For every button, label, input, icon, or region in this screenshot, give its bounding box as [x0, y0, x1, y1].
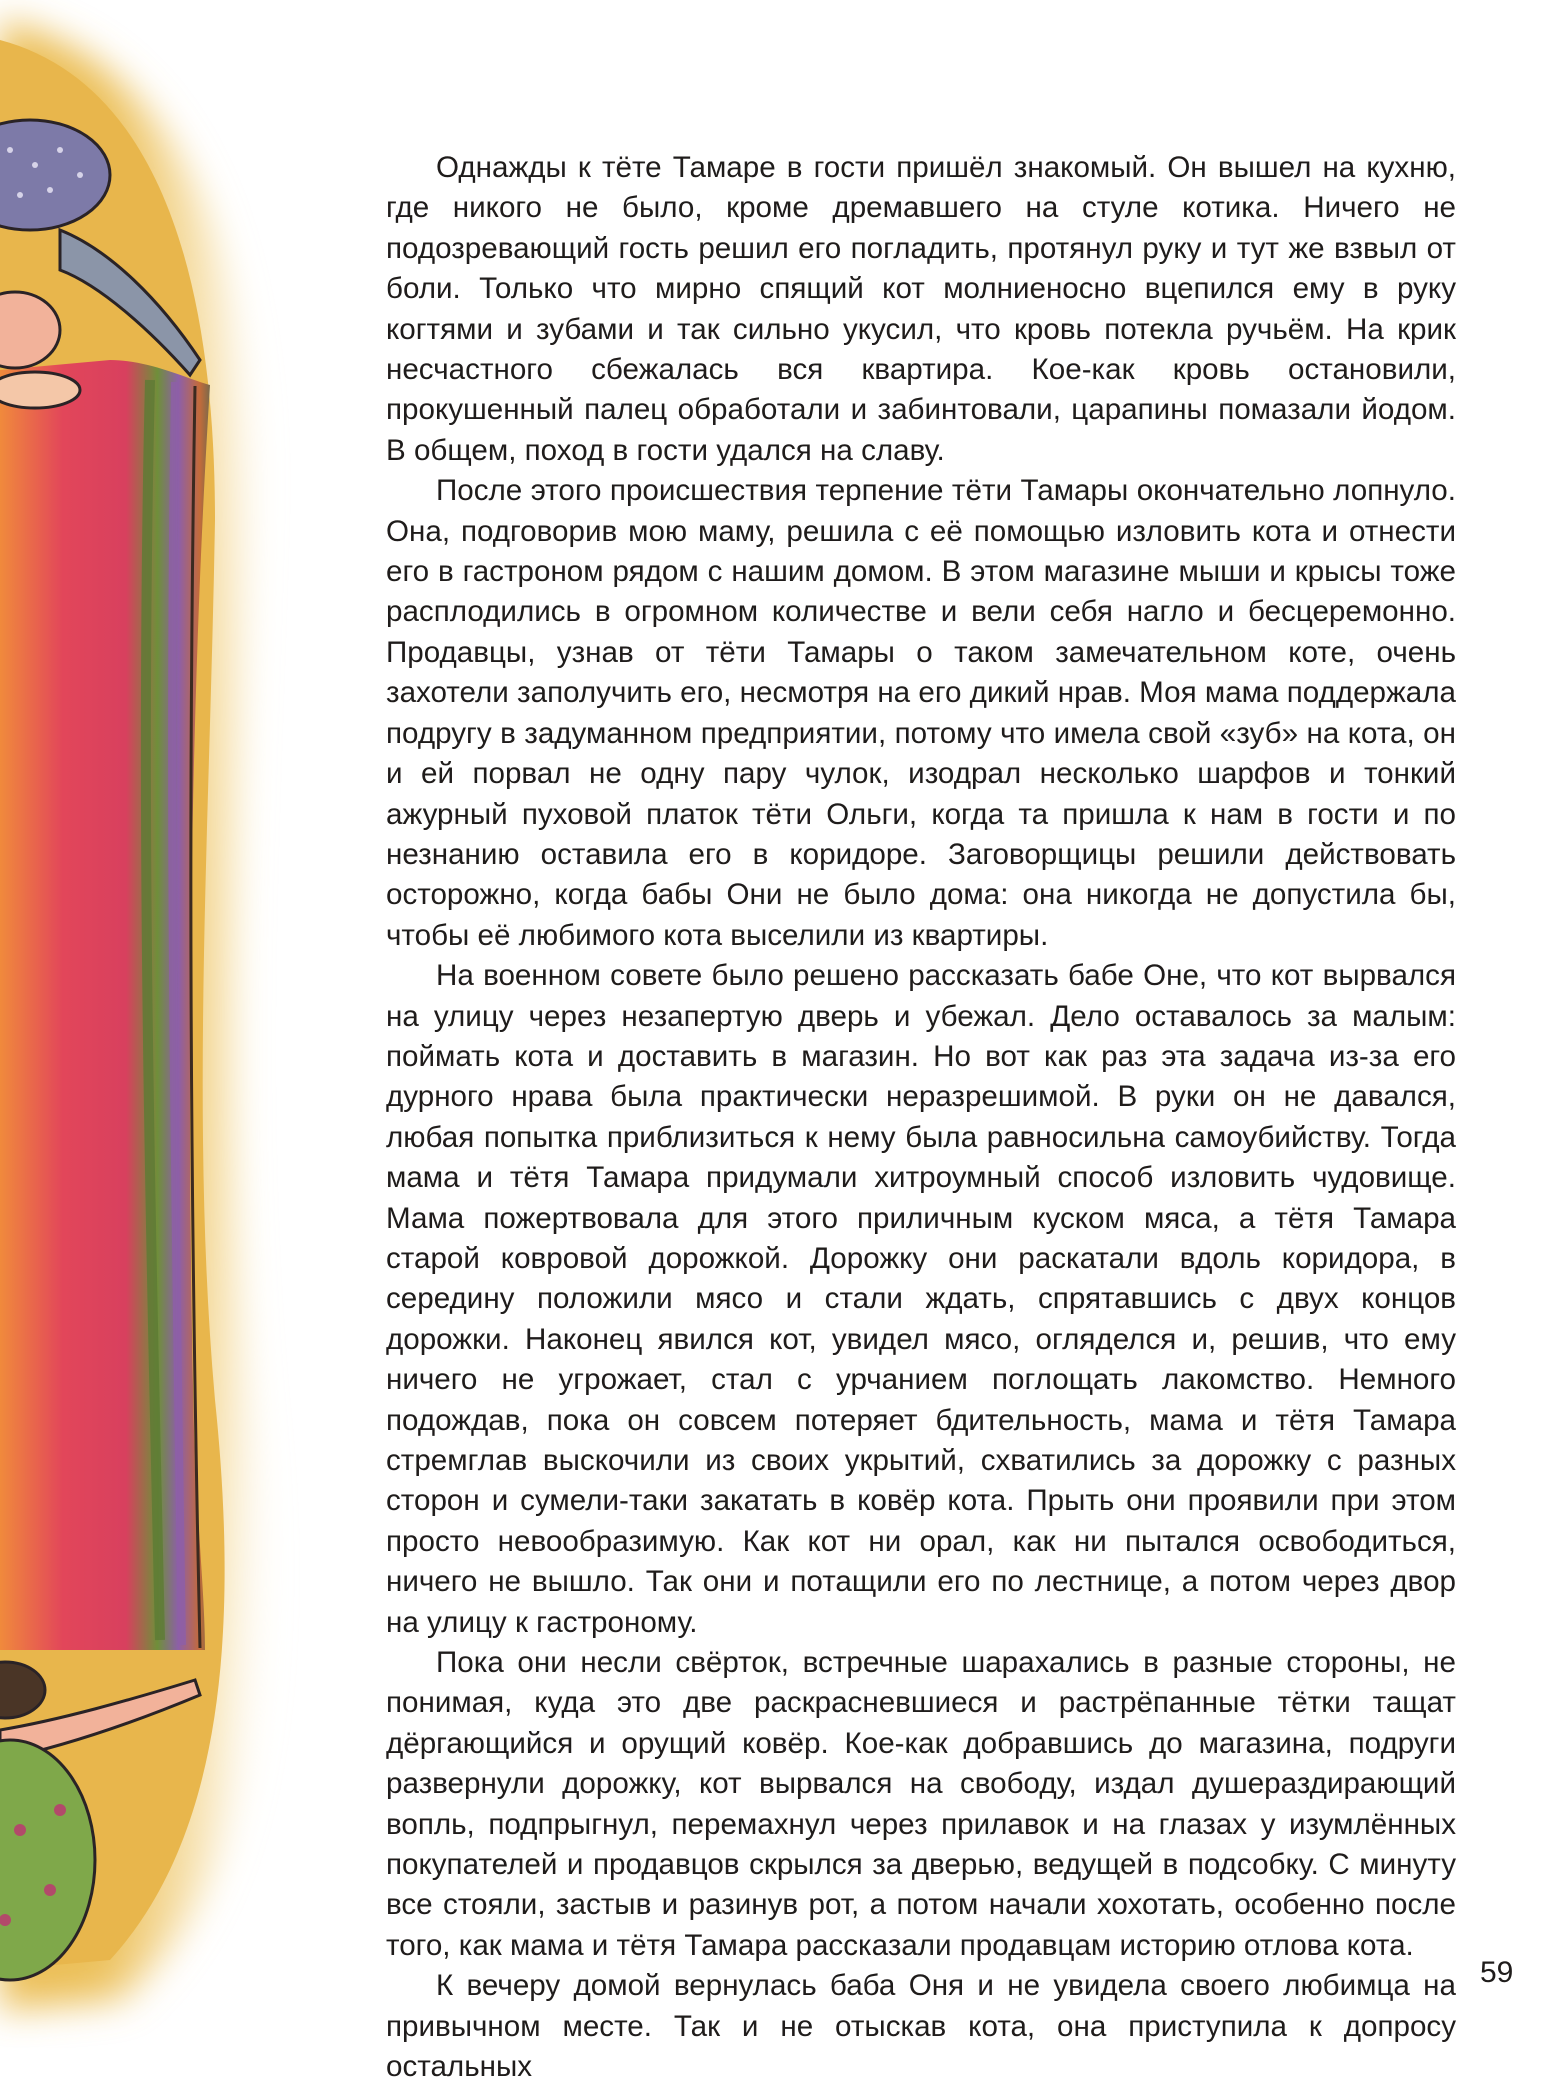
paragraph-5: К вечеру домой вернулась баба Оня и не увидела своего любимца на привычном месте. Так и не отыскав кота, она приступила к допросу остальных [386, 1969, 1456, 2084]
paragraph-2: После этого происшествия терпение тёти Тамары окончательно лопнуло. Она, подговорив мою маму, решила с её помощью изловить кота и отнести его в гастроном рядом с нашим домом. В этом магазине мыши и крысы тоже расплодились в огромном количестве и вели себя нагло и бесцеремонно. Продавцы, узнав от тёти Тамары о таком замечательном коте, очень захотели заполучить его, несмотря на его дикий нрав. Моя мама поддержала подругу в задуманном предприятии, потому что имела свой «зуб» на кота, он и ей порвал не одну пару чулок, изодрал несколько шарфов и тонкий ажурный пуховой платок тёти Ольги, когда та пришла к нам в гости и по незнанию оставила его в коридоре. Заговорщицы решили действовать осторожно, когда бабы Они не было дома: она никогда не допустила бы, чтобы её любимого кота выселили из квартиры. [386, 474, 1456, 952]
paragraph-3: На военном совете было решено рассказать бабе Оне, что кот вырвался на улицу через незапертую дверь и убежал. Дело оставалось за малым: поймать кота и доставить в магазин. Но вот как раз эта задача из-за его дурного нрава была практически неразрешимой. В руки он не давался, любая попытка приблизиться к нему была равносильна самоубийству. Тогда мама и тётя Тамара придумали хитроумный способ изловить чудовище. Мама пожертвовала для этого приличным куском мяса, а тётя Тамара старой ковровой дорожкой. Дорожку они раскатали вдоль коридора, в середину положили мясо и стали ждать, спрятавшись с двух концов дорожки. Наконец явился кот, увидел мясо, огляделся и, решив, что ему ничего не угрожает, стал с урчанием поглощать лакомство. Немного подождав, пока он совсем потеряет бдительность, мама и тётя Тамара стремглав выскочили из своих укрытий, схватились за дорожку с разных сторон и сумели-таки закатать в ковёр кота. Прыть они проявили при этом просто невообразимую. Как кот ни орал, как ни пытался освободиться, ничего не вышло. Так они и потащили его по лестнице, а потом через двор на улицу к гастроному. [386, 959, 1456, 1639]
cat-in-rug-illustration [0, 0, 360, 2048]
text-column [386, 148, 1456, 2088]
page-number: 59 [1480, 1956, 1514, 1989]
paragraph-1: Однажды к тёте Тамаре в гости пришёл знакомый. Он вышел на кухню, где никого не было, кроме дремавшего на стуле котика. Ничего не подозревающий гость решил его погладить, протянул руку и тут же взвыл от боли. Только что мирно спящий кот молниеносно вцепился ему в руку когтями и зубами и так сильно укусил, что кровь потекла ручьём. На крик несчастного сбежалась вся квартира. Кое-как кровь остановили, прокушенный палец обработали и забинтовали, царапины помазали йодом. В общем, поход в гости удался на славу. [386, 151, 1456, 467]
paragraph-4: Пока они несли свёрток, встречные шарахались в разные стороны, не понимая, куда это две раскрасневшиеся и растрёпанные тётки тащат дёргающийся и орущий ковёр. Кое-как добравшись до магазина, подруги развернули дорожку, кот вырвался на свободу, издал душераздирающий вопль, подпрыгнул, перемахнул через прилавок и на глазах у изумлённых покупателей и продавцов скрылся за дверью, ведущей в подсобку. С минуту все стояли, застыв и разинув рот, а потом начали хохотать, особенно после того, как мама и тётя Тамара рассказали продавцам историю отлова кота. [386, 1646, 1456, 1962]
